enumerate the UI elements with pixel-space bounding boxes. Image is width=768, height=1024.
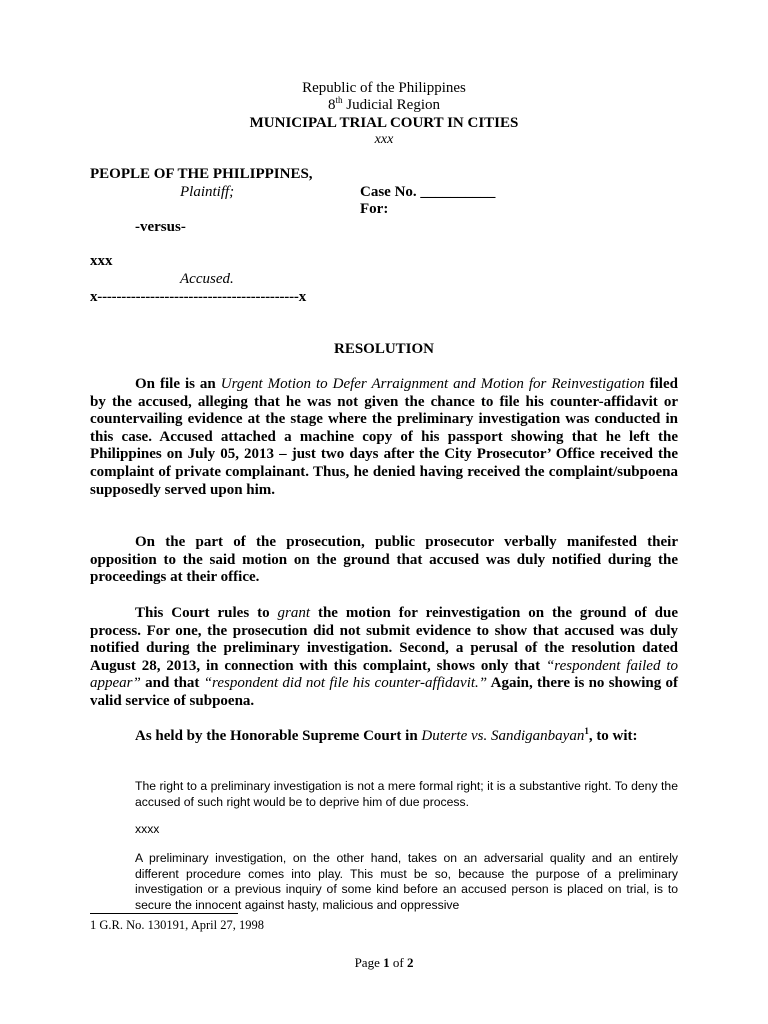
quote-ellipsis: xxxx <box>135 822 160 836</box>
header-region <box>0 96 768 114</box>
caption-for: For: <box>360 201 389 217</box>
p1-text-c: filed by the accused, alleging that he was not given the chance to file his counter-affidavit or countervailing evidence at the stage where the preliminary investigation was conducted in this case. Accused attached a machine copy of his passport showing that he left the Philippines on July 05, 2013 – just two days after the City Prosecutor’ Office received the complaint of private complainant. Thus, he denied having received the complaint/subpoena supposedly served upon him. <box>90 376 678 498</box>
paragraph-prosecution: On the part of the prosecution, public prosecutor verbally manifested their opposition to the said motion on the ground that accused was duly notified during the proceedings at their office. <box>90 534 678 586</box>
header-republic: Republic of the Philippines <box>302 80 466 96</box>
caption-case-no: Case No. __________ <box>360 184 496 200</box>
paragraph-ruling <box>90 605 678 711</box>
footnote-rule <box>90 913 238 914</box>
header-court: MUNICIPAL TRIAL COURT IN CITIES <box>249 115 519 131</box>
quote-right: The right to a preliminary investigation is not a mere formal right; it is a substantive right. To deny the accused of such right would be to deprive him of due process. <box>135 779 678 809</box>
caption-separator: x------------------------------------------x <box>90 289 306 305</box>
header-place: xxx <box>374 132 394 147</box>
page-total: 2 <box>406 955 414 970</box>
p3-quote-affidavit: “respondent did not file his counter-affidavit.” <box>203 675 488 692</box>
p4-case-name: Duterte vs. Sandiganbayan <box>421 728 585 744</box>
caption-accused-label: Accused. <box>180 271 234 287</box>
p3-quote-appear: “respondent failed to appear” <box>90 657 678 692</box>
caption-versus: -versus- <box>135 219 186 235</box>
footnote-text: 1 G.R. No. 130191, April 27, 1998 <box>90 918 264 932</box>
footnote-marker: 1 <box>584 726 589 736</box>
page-word: Page <box>354 955 384 970</box>
caption-plaintiff: Plaintiff; <box>180 184 235 200</box>
paragraph-motion <box>90 376 678 499</box>
paragraph-citation <box>90 728 678 746</box>
p3-text-e: and that <box>140 675 204 692</box>
page-of-word: of <box>389 955 407 970</box>
resolution-title: RESOLUTION <box>333 341 435 357</box>
p1-text-a: On file is an <box>135 376 221 392</box>
p3-text-a: This Court rules to <box>135 605 278 621</box>
region-text: Judicial Region <box>342 97 440 113</box>
p1-motion-title: Urgent Motion to Defer Arraignment and Motion for Reinvestigation <box>220 376 645 392</box>
page-number <box>0 955 768 971</box>
quote-preliminary: A preliminary investigation, on the other hand, takes on an adversarial quality and an entirely different procedure comes into play. This must be so, because the purpose of a preliminary investigation or a previous inquiry of some kind before an accused person is placed on trial, is to secure the innocent against hasty, malicious and oppressive <box>135 851 678 912</box>
region-superscript: th <box>335 95 343 105</box>
p3-grant: grant <box>277 605 311 621</box>
page-current: 1 <box>383 955 390 970</box>
region-number: 8 <box>327 97 336 113</box>
p3-text-g: Again, there is no showing of valid service of subpoena. <box>90 675 678 709</box>
caption-people: PEOPLE OF THE PHILIPPINES, <box>90 166 313 182</box>
p4-text-c: , to wit: <box>588 728 638 744</box>
p4-text-a: As held by the Honorable Supreme Court in <box>135 728 422 744</box>
caption-accused-name: xxx <box>90 253 113 269</box>
p3-text-c: the motion for reinvestigation on the ground of due process. For one, the prosecution did not submit evidence to show that accused was duly notified during the preliminary investigation. Second, a perusal of the resolution dated August 28, 2013, in connection with this complaint, shows only that <box>90 605 678 674</box>
